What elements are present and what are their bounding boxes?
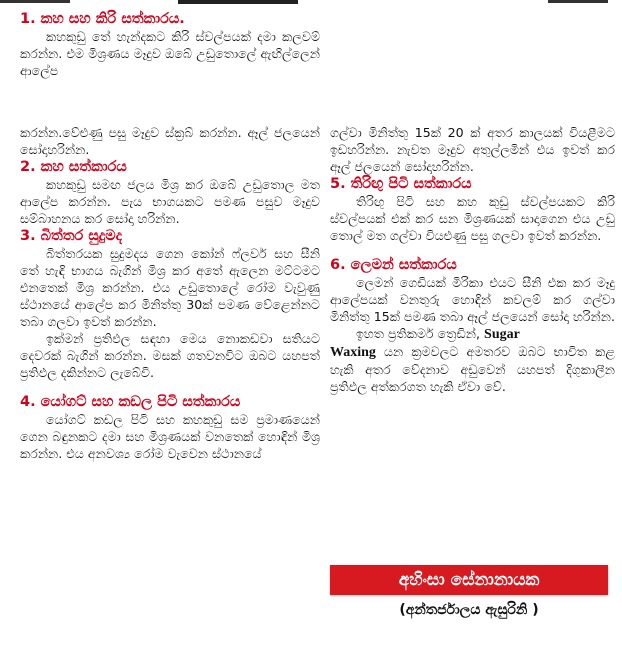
section-1-paragraph-end: කරන්න.වේළුණු පසු මෑදුව ස්ක්‍රබ් කරන්න. ඈල් ජලයෙන් සෝදාහරින්න. bbox=[20, 125, 320, 157]
section-4-paragraph-start: යෝගට් කඩල පිටි සහ කහකුඩු සම ප්‍රමාණයෙන් ගෙන බඳුනකට දමා සහ මිශ්‍රණයක් වනතෙක් හොඳින් මිශ්‍ර කරන්න. එය අනවශ්‍ය රෝම වැවෙන ස්ථානයේ bbox=[20, 412, 320, 461]
section-4-paragraph-end: ගල්වා මිනිත්තු 15ක් 20 ක් අතර කාලයක් වියළීමට ඉඩහරින්න. නැවත මෑදුව අතුල්ලමින් එය ඉවත් කර ඈල් ජලයෙන් සෝදාහරින්න. bbox=[330, 125, 615, 174]
section-5-paragraph: තිරිඟු පිටි සහ කහ කුඩු ස්වල්පයකට කිරි ස්වල්පයක් එක් කර සන මිශ්‍රණයක් සාදාගෙන එය උඩු තොල් මත ගල්වා වියළුණු පසු ගලවා ඉවත් කරන්න. bbox=[330, 194, 615, 243]
waxing-text: Waxing bbox=[330, 345, 376, 360]
paragraph-text: යන ක්‍රමවලට අමතරව ඔබට භාවිත කළ හැකි අතර වේදනාව අඩුවෙන් යහපත් දිගුකාලීන ප්‍රතිඵල අත්කරගත හැකි ඒවා වේ. bbox=[330, 344, 615, 394]
section-heading-1: 1. කහ සහ කිරි සත්කාරය. bbox=[20, 11, 185, 27]
section-heading-3: 3. බිත්තර සුදුමද bbox=[20, 228, 123, 244]
section-1-paragraph-start: කහකුඩු තේ හැන්දකට කිරි ස්වල්පයක් දමා කලවම් කරන්න. එම මිශ්‍රණය මෑදුව ඔබේ උඩුතොලේ ඇඟිල්ලෙන් ආලේප bbox=[20, 29, 320, 78]
section-6-paragraph-1: ලෙමන් ගෙඩියක් මිරිකා එයට සීනි එක කර මෑදු ආලේපයක් වනතුරු හොඳින් කවලම් කර ගල්වා මිනිත්තු 15ක් පමණ තබා ඈල් ජලයෙන් සෝදා හරින්න. bbox=[330, 275, 615, 324]
right-column bbox=[330, 124, 615, 395]
author-name-banner bbox=[330, 565, 608, 595]
top-border-fragment bbox=[0, 0, 622, 6]
section-2-paragraph: කහකුඩු සමඟ ජලය මිශ්‍ර කර ඔබේ උඩුතොල මත ආලේප කරන්න. පැය භාගයකට පමණ පසුව මෑදුව සම්බාහනය කර සෝදා හරින්න. bbox=[20, 177, 320, 226]
author-name: අහිංසා සේනානායක bbox=[398, 570, 540, 590]
sugar-text: Sugar bbox=[484, 327, 520, 342]
section-heading-6: 6. ලෙමන් සත්කාරය bbox=[330, 257, 457, 273]
section-heading-5: 5. තිරිඟු පිටි සත්කාරය bbox=[330, 176, 472, 192]
left-column-top bbox=[20, 10, 320, 79]
section-heading-2: 2. කහ සත්කාරය bbox=[20, 159, 127, 175]
section-6-paragraph-2 bbox=[330, 325, 615, 395]
section-3-paragraph-2: ඉක්මන් ප්‍රතිඵල සඳහා මෙය නොකඩවා සතියට දෙවරක් බැගින් කරන්න. මසක් ගතවනවිට ඔබට යහපත් ප්‍රතිඵල දකින්නට ලැබේවි. bbox=[20, 331, 320, 380]
section-heading-4: 4. යෝගට් සහ කඩල පිටි සත්කාරය bbox=[20, 394, 241, 410]
left-column bbox=[20, 124, 320, 462]
section-3-paragraph-1: බිත්තරයක සුදුමදය ගෙන කෝන් ෆ්ලවර් සහ සීනි තේ හැඳි භාගය බැගින් මිශ්‍ර කර අතේ ඇලෙන මට්ටමට එනතෙක් මිශ්‍ර කරන්න. එය උඩුතොලේ රෝම වැවුණු ස්ථානයේ ආලේප කර මිනිත්තු 30ක් පමණ වේළෙන්නට තබා ගලවා ඉවත් කරන්න. bbox=[20, 246, 320, 329]
paragraph-text: ඉහත ප්‍රතිකර්ම ත්‍රෙඩින්, bbox=[356, 326, 485, 341]
source-note: (අන්තර්ජාලය ඇසුරිනි ) bbox=[399, 602, 539, 618]
